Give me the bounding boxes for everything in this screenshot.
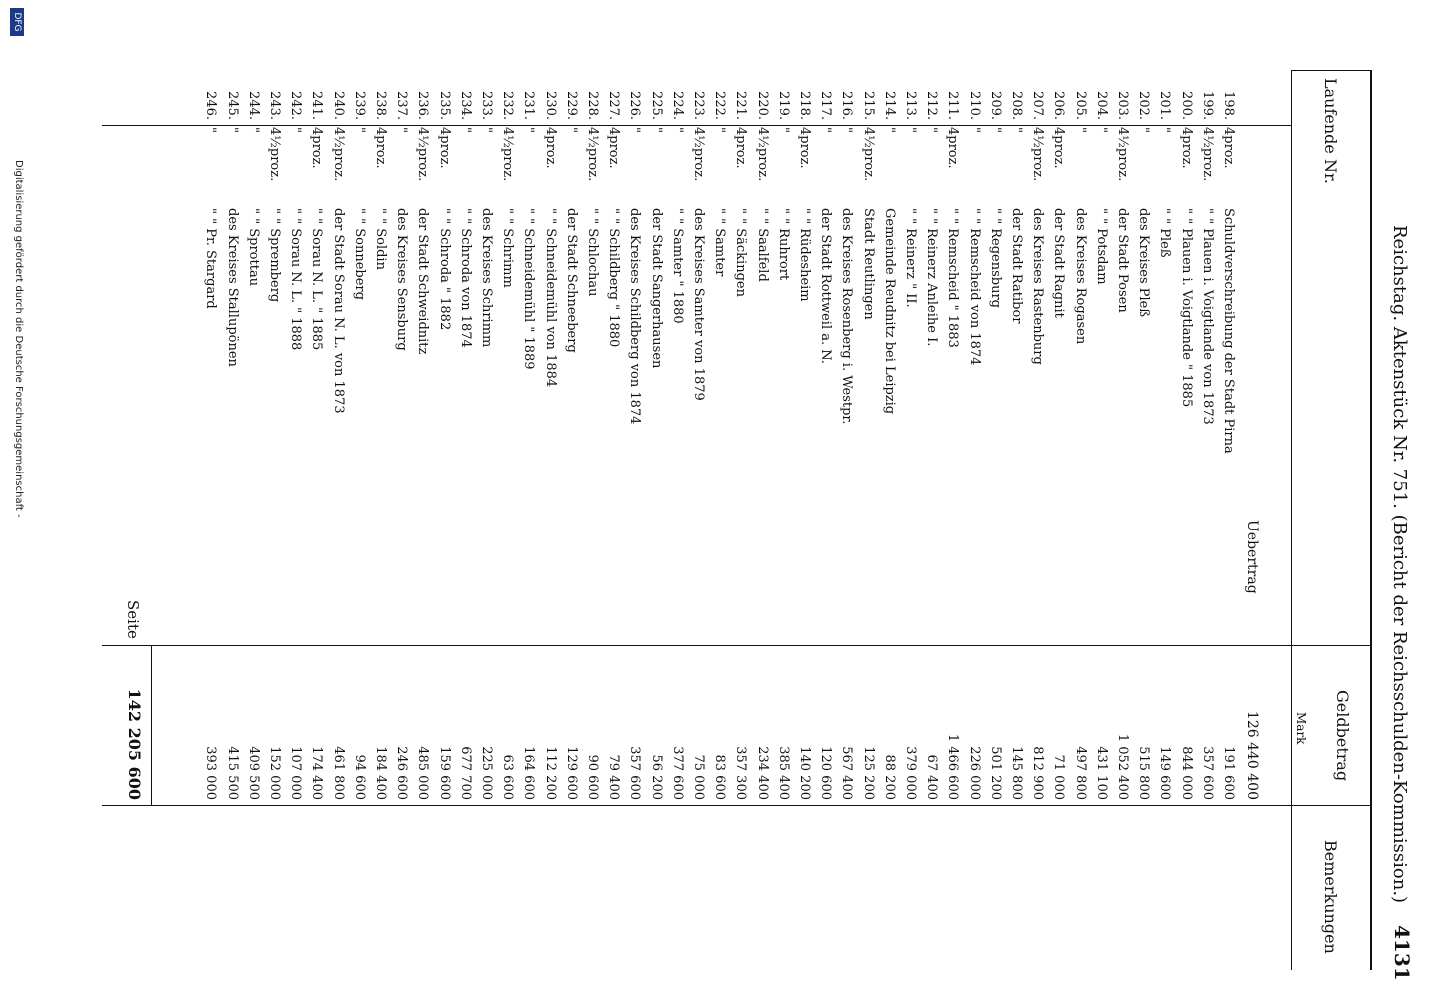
row-amount: 191 600 bbox=[1221, 746, 1236, 800]
row-amount: 393 000 bbox=[203, 746, 219, 800]
row-rate: 4proz. bbox=[542, 127, 558, 169]
row-rate: " bbox=[924, 127, 940, 133]
row-rate: " bbox=[648, 127, 664, 133]
row-rate: " bbox=[627, 127, 643, 133]
column-header-laufende-nr: Laufende Nr. bbox=[1321, 78, 1340, 184]
table-row bbox=[838, 0, 854, 1000]
table-row bbox=[223, 0, 239, 1000]
table-row bbox=[584, 0, 600, 1000]
row-amount: 357 300 bbox=[733, 746, 749, 800]
row-rate: 4½proz. bbox=[1115, 127, 1130, 182]
row-amount: 844 000 bbox=[1178, 746, 1194, 800]
row-rate: " bbox=[203, 127, 219, 133]
row-rate: " bbox=[394, 127, 410, 133]
row-number: 222. bbox=[712, 91, 728, 120]
row-rate: 4proz. bbox=[1221, 127, 1236, 169]
row-amount: 377 600 bbox=[669, 746, 685, 800]
row-description: " " Plauen i. Voigtlande von 1873 bbox=[1199, 208, 1215, 425]
row-description: " " Schneidemühl " 1889 bbox=[521, 208, 537, 370]
table-row bbox=[1071, 0, 1087, 1000]
row-description: der Stadt Ratibor bbox=[1009, 208, 1024, 324]
table-row bbox=[1135, 0, 1151, 1000]
row-number: 215. bbox=[860, 91, 876, 120]
table-row bbox=[351, 0, 367, 1000]
row-number: 210. bbox=[966, 91, 982, 120]
table-row bbox=[1199, 0, 1215, 1000]
row-number: 216. bbox=[839, 91, 855, 120]
row-number: 243. bbox=[267, 91, 282, 120]
row-amount: 1 466 600 bbox=[945, 733, 961, 800]
row-description: der Stadt Schneeberg bbox=[563, 208, 579, 353]
row-number: 203. bbox=[1115, 91, 1130, 120]
row-rate: 4½proz. bbox=[267, 127, 282, 182]
table-row bbox=[711, 0, 727, 1000]
row-description: Gemeinde Reudnitz bei Leipzig bbox=[881, 208, 897, 415]
row-amount: 226 000 bbox=[966, 746, 982, 800]
table-row bbox=[669, 0, 685, 1000]
table-row bbox=[202, 0, 218, 1000]
row-number: 199. bbox=[1199, 91, 1215, 120]
total-rule bbox=[151, 645, 152, 805]
row-number: 245. bbox=[224, 91, 240, 120]
table-row bbox=[266, 0, 282, 1000]
table-row bbox=[796, 0, 812, 1000]
row-number: 232. bbox=[500, 91, 516, 120]
row-description: " " Remscheid " 1883 bbox=[945, 208, 961, 348]
table-row bbox=[563, 0, 579, 1000]
row-amount: 174 400 bbox=[309, 746, 325, 800]
row-description: des Kreises Stallupönen bbox=[224, 208, 240, 367]
row-rate: 4proz. bbox=[733, 127, 749, 169]
table-row bbox=[732, 0, 748, 1000]
row-number: 227. bbox=[606, 91, 622, 120]
row-description: des Kreises Rastenburg bbox=[1030, 208, 1046, 365]
row-number: 212. bbox=[924, 91, 940, 120]
footer-total: 142 205 600 bbox=[125, 688, 144, 800]
row-description: Schuldverschreibung der Stadt Pirna bbox=[1221, 208, 1236, 454]
row-number: 226. bbox=[627, 91, 643, 120]
row-amount: 71 000 bbox=[1051, 754, 1067, 800]
row-amount: 120 600 bbox=[818, 746, 834, 800]
table-row bbox=[435, 0, 451, 1000]
table-row bbox=[308, 0, 324, 1000]
row-amount: 501 200 bbox=[987, 746, 1003, 800]
row-description: des Kreises Pleß bbox=[1136, 208, 1152, 318]
table-row bbox=[987, 0, 1003, 1000]
row-rate: 4½proz. bbox=[691, 127, 706, 182]
uebertrag-value: 126 440 400 bbox=[1244, 710, 1260, 800]
table-row bbox=[965, 0, 981, 1000]
row-description: " " Pr. Stargard bbox=[203, 208, 219, 309]
row-description: " " Ruhrort bbox=[775, 208, 791, 281]
row-rate: " bbox=[818, 127, 834, 133]
table-row bbox=[753, 0, 769, 1000]
row-number: 220. bbox=[754, 91, 770, 120]
row-amount: 145 800 bbox=[1009, 746, 1024, 800]
row-number: 233. bbox=[479, 91, 494, 120]
row-number: 246. bbox=[203, 91, 219, 120]
row-description: " " Remscheid von 1874 bbox=[966, 208, 982, 366]
row-number: 239. bbox=[351, 91, 367, 120]
row-number: 201. bbox=[1157, 91, 1173, 120]
row-amount: 677 700 bbox=[457, 746, 473, 800]
table-row bbox=[1093, 0, 1109, 1000]
row-description: " " Samter bbox=[712, 208, 728, 277]
row-amount: 56 200 bbox=[648, 754, 664, 800]
header-bottom-rule bbox=[1291, 70, 1292, 970]
row-number: 240. bbox=[330, 91, 346, 120]
row-rate: " bbox=[1072, 127, 1088, 133]
table-row bbox=[817, 0, 833, 1000]
row-amount: 107 000 bbox=[288, 746, 304, 800]
row-number: 211. bbox=[945, 91, 961, 120]
row-rate: " bbox=[224, 127, 240, 133]
row-amount: 485 000 bbox=[415, 746, 431, 800]
row-number: 198. bbox=[1221, 91, 1236, 120]
row-description: " " Sorau N. L. " 1888 bbox=[288, 208, 304, 351]
table-row bbox=[626, 0, 642, 1000]
row-description: " " Schlochau bbox=[585, 208, 600, 297]
page-number: 4131 bbox=[1390, 925, 1414, 981]
row-number: 235. bbox=[436, 91, 452, 120]
table-row bbox=[1008, 0, 1024, 1000]
row-amount: 357 600 bbox=[1199, 746, 1215, 800]
row-rate: 4½proz. bbox=[754, 127, 770, 182]
row-number: 204. bbox=[1093, 91, 1109, 120]
row-rate: 4proz. bbox=[436, 127, 452, 169]
row-rate: " bbox=[903, 127, 918, 133]
row-number: 213. bbox=[903, 91, 918, 120]
row-rate: " bbox=[712, 127, 728, 133]
row-amount: 461 800 bbox=[330, 746, 346, 800]
row-description: " " Schrimm bbox=[500, 208, 516, 288]
row-amount: 234 400 bbox=[754, 746, 770, 800]
row-description: des Kreises Rogasen bbox=[1072, 208, 1088, 345]
column-header-mark: Mark bbox=[1294, 712, 1308, 745]
row-rate: 4proz. bbox=[373, 127, 388, 169]
row-description: " " Schildberg " 1880 bbox=[606, 208, 622, 348]
row-amount: 567 400 bbox=[839, 746, 855, 800]
row-rate: " bbox=[245, 127, 261, 133]
row-description: der Stadt Ragnit bbox=[1051, 208, 1067, 318]
table-row bbox=[923, 0, 939, 1000]
row-number: 224. bbox=[669, 91, 685, 120]
row-rate: " bbox=[457, 127, 473, 133]
row-amount: 63 600 bbox=[500, 754, 516, 800]
table-row bbox=[1156, 0, 1172, 1000]
footer-label: Seite bbox=[124, 600, 142, 639]
row-amount: 497 800 bbox=[1072, 746, 1088, 800]
row-description: " " Saalfeld bbox=[754, 208, 770, 282]
table-row bbox=[881, 0, 897, 1000]
row-rate: 4½proz. bbox=[1199, 127, 1215, 182]
table-row bbox=[541, 0, 557, 1000]
row-number: 200. bbox=[1178, 91, 1194, 120]
row-number: 228. bbox=[585, 91, 600, 120]
row-rate: 4½proz. bbox=[860, 127, 876, 182]
row-amount: 409 500 bbox=[245, 746, 261, 800]
row-number: 205. bbox=[1072, 91, 1088, 120]
table-row bbox=[393, 0, 409, 1000]
row-description: " " Reinerz " II. bbox=[903, 208, 918, 308]
row-number: 217. bbox=[818, 91, 834, 120]
row-rate: " bbox=[966, 127, 982, 133]
row-amount: 415 500 bbox=[224, 746, 240, 800]
row-rate: " bbox=[1136, 127, 1152, 133]
row-description: " " Spremberg bbox=[267, 208, 282, 303]
row-number: 241. bbox=[309, 91, 325, 120]
row-amount: 112 200 bbox=[542, 746, 558, 800]
row-description: des Kreises Sensburg bbox=[394, 208, 410, 351]
row-number: 206. bbox=[1051, 91, 1067, 120]
row-amount: 140 200 bbox=[797, 746, 812, 800]
table-row bbox=[1050, 0, 1066, 1000]
row-amount: 90 600 bbox=[585, 754, 600, 800]
frame-left bbox=[1292, 70, 1372, 71]
row-rate: 4½proz. bbox=[1030, 127, 1046, 182]
table-row bbox=[499, 0, 515, 1000]
row-amount: 225 000 bbox=[479, 746, 494, 800]
row-description: des Kreises Schrimm bbox=[479, 208, 494, 348]
row-amount: 246 600 bbox=[394, 746, 410, 800]
row-rate: " bbox=[881, 127, 897, 133]
row-rate: 4½proz. bbox=[330, 127, 346, 182]
row-rate: 4½proz. bbox=[500, 127, 516, 182]
row-description: " " Reinerz Anleihe I. bbox=[924, 208, 940, 347]
column-header-geldbetrag: Geldbetrag bbox=[1333, 690, 1352, 782]
row-amount: 83 600 bbox=[712, 754, 728, 800]
row-amount: 94 600 bbox=[351, 754, 367, 800]
row-rate: 4½proz. bbox=[585, 127, 600, 182]
table-row bbox=[859, 0, 875, 1000]
table-row bbox=[245, 0, 261, 1000]
row-number: 234. bbox=[457, 91, 473, 120]
table-row bbox=[690, 0, 706, 1000]
row-amount: 357 600 bbox=[627, 746, 643, 800]
row-amount: 125 200 bbox=[860, 746, 876, 800]
row-rate: " bbox=[1157, 127, 1173, 133]
row-number: 219. bbox=[775, 91, 791, 120]
row-rate: 4proz. bbox=[606, 127, 622, 169]
row-description: " " Schroda " 1882 bbox=[436, 208, 452, 331]
row-description: " " Plauen i. Voigtlande " 1885 bbox=[1178, 208, 1194, 408]
row-description: " " Soldin bbox=[373, 208, 388, 270]
row-number: 231. bbox=[521, 91, 537, 120]
row-rate: " bbox=[669, 127, 685, 133]
row-rate: 4proz. bbox=[309, 127, 325, 169]
row-amount: 1 052 400 bbox=[1115, 733, 1130, 800]
row-description: des Kreises Rosenberg i. Westpr. bbox=[839, 208, 855, 425]
row-number: 230. bbox=[542, 91, 558, 120]
row-amount: 79 400 bbox=[606, 754, 622, 800]
page-header-title: Reichstag. Aktenstück Nr. 751. (Bericht der Reichsschulden-Kommission.) bbox=[1389, 225, 1410, 904]
row-description: " " Sprottau bbox=[245, 208, 261, 287]
row-rate: " bbox=[479, 127, 494, 133]
table-row bbox=[520, 0, 536, 1000]
column-header-bemerkungen: Bemerkungen bbox=[1321, 840, 1340, 954]
row-rate: " bbox=[521, 127, 537, 133]
row-rate: 4proz. bbox=[1178, 127, 1194, 169]
table-row bbox=[1220, 0, 1236, 1000]
row-amount: 159 600 bbox=[436, 746, 452, 800]
row-amount: 149 600 bbox=[1157, 746, 1173, 800]
row-rate: 4proz. bbox=[945, 127, 961, 169]
table-row bbox=[414, 0, 430, 1000]
row-number: 242. bbox=[288, 91, 304, 120]
row-number: 225. bbox=[648, 91, 664, 120]
row-amount: 75 000 bbox=[691, 754, 706, 800]
table-row bbox=[478, 0, 494, 1000]
dfg-logo: DFG bbox=[10, 8, 24, 36]
row-number: 236. bbox=[415, 91, 431, 120]
row-description: der Stadt Rottweil a. N. bbox=[818, 208, 834, 364]
row-number: 209. bbox=[987, 91, 1003, 120]
row-rate: 4proz. bbox=[1051, 127, 1067, 169]
row-description: der Stadt Sorau N. L. von 1873 bbox=[330, 208, 346, 414]
row-number: 214. bbox=[881, 91, 897, 120]
row-amount: 431 100 bbox=[1093, 746, 1109, 800]
table-row bbox=[605, 0, 621, 1000]
row-description: des Kreises Samter von 1879 bbox=[691, 208, 706, 401]
row-number: 208. bbox=[1009, 91, 1024, 120]
row-rate: " bbox=[839, 127, 855, 133]
row-description: der Stadt Schweidnitz bbox=[415, 208, 431, 355]
table-row bbox=[647, 0, 663, 1000]
row-rate: 4½proz. bbox=[415, 127, 431, 182]
row-number: 237. bbox=[394, 91, 410, 120]
row-description: " " Sonneberg bbox=[351, 208, 367, 300]
row-rate: " bbox=[288, 127, 304, 133]
row-rate: " bbox=[351, 127, 367, 133]
row-rate: " bbox=[563, 127, 579, 133]
row-amount: 385 400 bbox=[775, 746, 791, 800]
row-description: " " Schneidemühl von 1884 bbox=[542, 208, 558, 388]
table-row bbox=[457, 0, 473, 1000]
row-rate: 4proz. bbox=[797, 127, 812, 169]
table-row bbox=[775, 0, 791, 1000]
row-description: " " Regensburg bbox=[987, 208, 1003, 308]
row-number: 244. bbox=[245, 91, 261, 120]
table-row bbox=[902, 0, 918, 1000]
row-description: " " Rüdesheim bbox=[797, 208, 812, 302]
row-description: " " Sorau N. L. " 1885 bbox=[309, 208, 325, 351]
row-description: der Stadt Sangerhausen bbox=[648, 208, 664, 369]
row-number: 202. bbox=[1136, 91, 1152, 120]
row-number: 229. bbox=[563, 91, 579, 120]
row-rate: " bbox=[1009, 127, 1024, 133]
table-row bbox=[1029, 0, 1045, 1000]
row-amount: 129 600 bbox=[563, 746, 579, 800]
row-description: " " Pleß bbox=[1157, 208, 1173, 258]
table-row bbox=[329, 0, 345, 1000]
row-rate: " bbox=[987, 127, 1003, 133]
row-amount: 67 400 bbox=[924, 754, 940, 800]
row-description: des Kreises Schildberg von 1874 bbox=[627, 208, 643, 425]
row-description: " " Schroda von 1874 bbox=[457, 208, 473, 348]
top-rule bbox=[1370, 70, 1372, 970]
uebertrag-label: Uebertrag bbox=[1244, 520, 1260, 594]
row-amount: 88 200 bbox=[881, 754, 897, 800]
row-amount: 184 400 bbox=[373, 746, 388, 800]
row-description: " " Samter " 1880 bbox=[669, 208, 685, 324]
digitization-credit: Digitalisierung gefördert durch die Deutsche Forschungsgemeinschaft - bbox=[13, 160, 24, 518]
row-amount: 152 000 bbox=[267, 746, 282, 800]
row-number: 218. bbox=[797, 91, 812, 120]
table-row bbox=[1177, 0, 1193, 1000]
table-row bbox=[944, 0, 960, 1000]
table-row bbox=[1114, 0, 1130, 1000]
row-description: " " Potsdam bbox=[1093, 208, 1109, 285]
table-row bbox=[372, 0, 388, 1000]
row-number: 238. bbox=[373, 91, 388, 120]
row-number: 221. bbox=[733, 91, 749, 120]
row-number: 207. bbox=[1030, 91, 1046, 120]
table-row bbox=[287, 0, 303, 1000]
row-amount: 164 600 bbox=[521, 746, 537, 800]
row-description: der Stadt Posen bbox=[1115, 208, 1130, 313]
row-amount: 812 900 bbox=[1030, 746, 1046, 800]
row-amount: 515 800 bbox=[1136, 746, 1152, 800]
row-description: Stadt Reutlingen bbox=[860, 208, 876, 320]
row-rate: " bbox=[775, 127, 791, 133]
row-rate: " bbox=[1093, 127, 1109, 133]
row-description: " " Säckingen bbox=[733, 208, 749, 297]
row-amount: 379 000 bbox=[903, 746, 918, 800]
row-number: 223. bbox=[691, 91, 706, 120]
